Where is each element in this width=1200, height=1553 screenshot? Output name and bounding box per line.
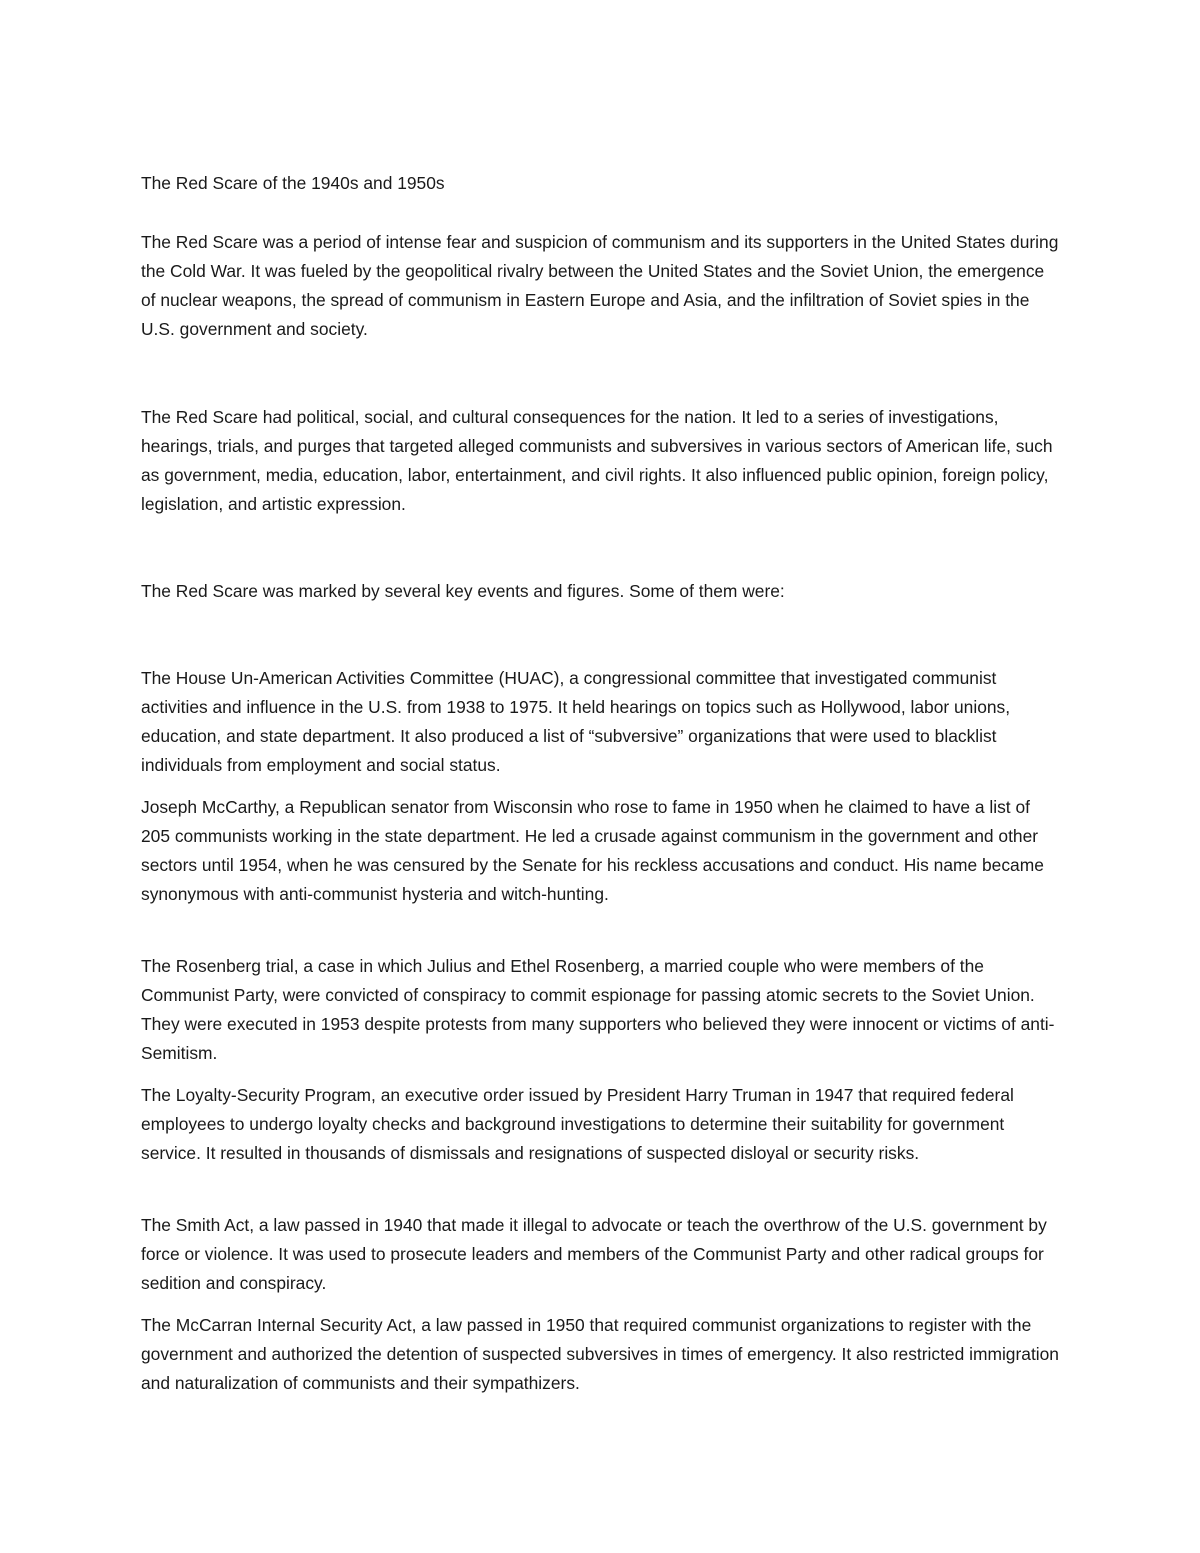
paragraph-key-events-intro: The Red Scare was marked by several key events and figures. Some of them were: (141, 581, 785, 601)
paragraph-mccarran-act: The McCarran Internal Security Act, a law passed in 1950 that required communist organizations to register with the government and authorized the detention of suspected subversives in times of emergency. It also restricted immigration and naturalization of communists and their sympathizers. (141, 1315, 1059, 1393)
paragraph-loyalty-security-program: The Loyalty-Security Program, an executive order issued by President Harry Truman in 1947 that required federal employees to undergo loyalty checks and background investigations to determine their suitability for government service. It resulted in thousands of dismissals and resignations of suspected disloyal or security risks. (141, 1085, 1014, 1163)
paragraph-rosenberg-trial: The Rosenberg trial, a case in which Julius and Ethel Rosenberg, a married couple who were members of the Communist Party, were convicted of conspiracy to commit espionage for passing atomic secrets to the Soviet Union. They were executed in 1953 despite protests from many supporters who believed they were innocent or victims of anti-Semitism. (141, 956, 1055, 1063)
paragraph-mccarthy: Joseph McCarthy, a Republican senator from Wisconsin who rose to fame in 1950 when he claimed to have a list of 205 communists working in the state department. He led a crusade against communism in the government and other sectors until 1954, when he was censured by the Senate for his reckless accusations and conduct. His name became synonymous with anti-communist hysteria and witch-hunting. (141, 797, 1044, 904)
paragraph-smith-act: The Smith Act, a law passed in 1940 that made it illegal to advocate or teach the overthrow of the U.S. government by force or violence. It was used to prosecute leaders and members of the Communist Party and other radical groups for sedition and conspiracy. (141, 1215, 1047, 1293)
document-title: The Red Scare of the 1940s and 1950s (141, 173, 445, 193)
paragraph-consequences: The Red Scare had political, social, and cultural consequences for the nation. It led to a series of investigations, hearings, trials, and purges that targeted alleged communists and subversives in various sectors of American life, such as government, media, education, labor, entertainment, and civil rights. It also influenced public opinion, foreign policy, legislation, and artistic expression. (141, 407, 1053, 514)
paragraph-intro: The Red Scare was a period of intense fear and suspicion of communism and its supporters in the United States during the Cold War. It was fueled by the geopolitical rivalry between the United States and the Soviet Union, the emergence of nuclear weapons, the spread of communism in Eastern Europe and Asia, and the infiltration of Soviet spies in the U.S. government and society. (141, 232, 1059, 339)
paragraph-huac: The House Un-American Activities Committee (HUAC), a congressional committee that investigated communist activities and influence in the U.S. from 1938 to 1975. It held hearings on topics such as Hollywood, labor unions, education, and state department. It also produced a list of “subversive” organizations that were used to blacklist individuals from employment and social status. (141, 668, 1011, 775)
